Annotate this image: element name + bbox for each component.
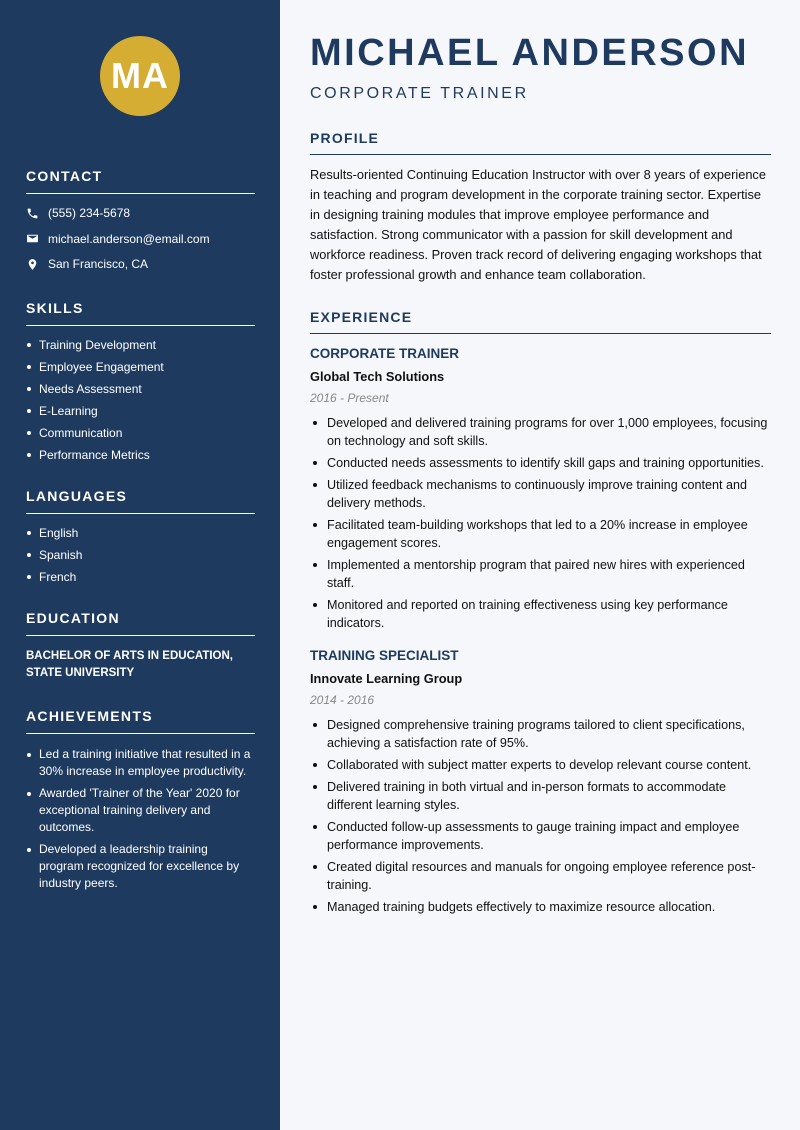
skill-item: Communication <box>26 426 255 440</box>
achievement-item: Awarded 'Trainer of the Year' 2020 for exceptional training delivery and outcomes. <box>26 785 255 836</box>
achievements-heading: ACHIEVEMENTS <box>26 708 255 734</box>
job-bullet: Conducted follow-up assessments to gauge training impact and employee performance improvements. <box>310 818 771 854</box>
profile-heading: PROFILE <box>310 130 771 155</box>
job-bullet: Implemented a mentorship program that paired new hires with experienced staff. <box>310 556 771 592</box>
email-icon <box>26 232 39 245</box>
job-dates: 2014 - 2016 <box>310 693 375 707</box>
skills-list <box>26 338 255 462</box>
job-title: CORPORATE TRAINER <box>310 346 460 361</box>
achievement-item: Led a training initiative that resulted in a 30% increase in employee productivity. <box>26 746 255 780</box>
profile-section <box>310 130 771 285</box>
sidebar <box>0 0 280 1130</box>
contact-section <box>26 168 255 271</box>
education-heading: EDUCATION <box>26 610 255 636</box>
job-bullet: Collaborated with subject matter experts to develop relevant course content. <box>310 756 771 774</box>
achievement-item: Developed a leadership training program recognized for excellence by industry peers. <box>26 841 255 892</box>
job-bullet: Created digital resources and manuals for ongoing employee reference post-training. <box>310 858 771 894</box>
job-bullet: Designed comprehensive training programs tailored to client specifications, achieving a satisfaction rate of 95%. <box>310 716 771 752</box>
job-title: TRAINING SPECIALIST <box>310 648 459 663</box>
job-bullet: Managed training budgets effectively to maximize resource allocation. <box>310 898 771 916</box>
job-bullet: Conducted needs assessments to identify skill gaps and training opportunities. <box>310 454 771 472</box>
contact-phone <box>26 206 255 220</box>
main-content <box>280 0 800 1130</box>
job-bullet: Facilitated team-building workshops that led to a 20% increase in employee engagement scores. <box>310 516 771 552</box>
skill-item: E-Learning <box>26 404 255 418</box>
contact-phone-text[interactable]: (555) 234-5678 <box>48 206 131 220</box>
education-section <box>26 610 255 682</box>
achievements-list <box>26 746 255 892</box>
job-dates: 2016 - Present <box>310 391 389 405</box>
skill-item: Employee Engagement <box>26 360 255 374</box>
job-bullet: Delivered training in both virtual and in-person formats to accommodate different learning styles. <box>310 778 771 814</box>
contact-location <box>26 257 255 271</box>
skill-item: Performance Metrics <box>26 448 255 462</box>
candidate-title: CORPORATE TRAINER <box>310 85 529 102</box>
skills-section <box>26 300 255 462</box>
job-bullet: Utilized feedback mechanisms to continuously improve training content and delivery methods. <box>310 476 771 512</box>
languages-heading: LANGUAGES <box>26 488 255 514</box>
languages-section <box>26 488 255 584</box>
job-bullets <box>310 716 771 916</box>
job-entry <box>310 346 771 632</box>
contact-heading: CONTACT <box>26 168 255 194</box>
job-company: Innovate Learning Group <box>310 671 463 686</box>
profile-text: Results-oriented Continuing Education Instructor with over 8 years of experience in teaching and program development in the corporate training sector. Expertise in designing training modules that improve employee performance and satisfaction. Strong communicator with a passion for skill development and workforce readiness. Proven track record of delivering engaging workshops that foster professional growth and enhance team collaboration. <box>310 167 766 282</box>
avatar: MA <box>100 36 180 116</box>
achievements-section <box>26 708 255 892</box>
phone-icon <box>26 207 39 220</box>
job-entry <box>310 648 771 916</box>
candidate-name: MICHAEL ANDERSON <box>310 32 750 74</box>
skill-item: Needs Assessment <box>26 382 255 396</box>
location-pin-icon <box>26 258 39 271</box>
experience-heading: EXPERIENCE <box>310 309 771 334</box>
job-bullets <box>310 414 771 632</box>
languages-list <box>26 526 255 584</box>
job-bullet: Developed and delivered training programs for over 1,000 employees, focusing on technology and soft skills. <box>310 414 771 450</box>
contact-email <box>26 232 255 246</box>
language-item: French <box>26 570 255 584</box>
education-degree: BACHELOR OF ARTS IN EDUCATION, STATE UNIVERSITY <box>26 650 233 679</box>
language-item: English <box>26 526 255 540</box>
skill-item: Training Development <box>26 338 255 352</box>
experience-section <box>310 309 771 916</box>
job-company: Global Tech Solutions <box>310 369 445 384</box>
job-bullet: Monitored and reported on training effectiveness using key performance indicators. <box>310 596 771 632</box>
contact-location-text: San Francisco, CA <box>48 257 149 271</box>
skills-heading: SKILLS <box>26 300 255 326</box>
contact-email-text[interactable]: michael.anderson@email.com <box>48 231 210 246</box>
language-item: Spanish <box>26 548 255 562</box>
